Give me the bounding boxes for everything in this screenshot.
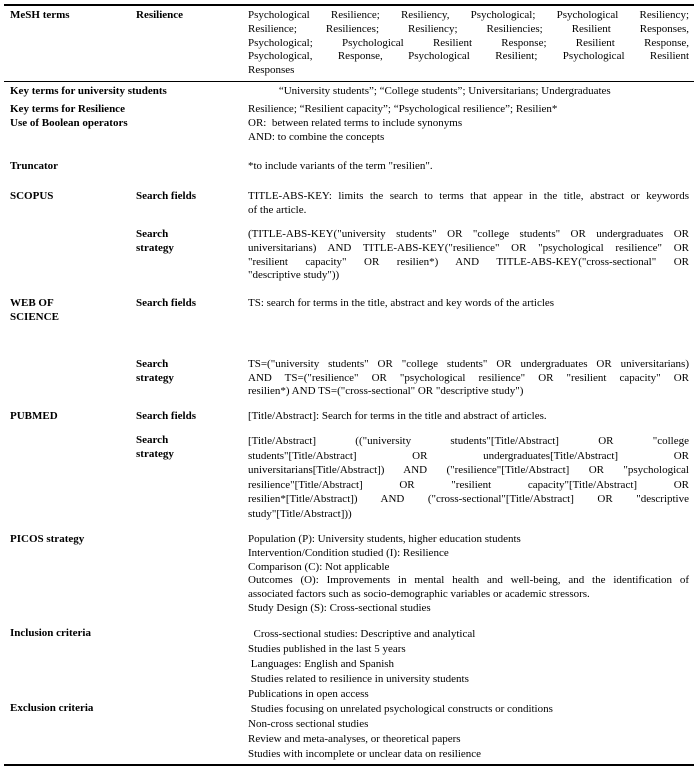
content-line: Review and meta-analyses, or theoretical papers bbox=[248, 732, 461, 745]
table-row-exclusion-criteria bbox=[4, 702, 694, 762]
row-label-pubmed-search-fields bbox=[10, 410, 136, 424]
content-line: Studies related to resilience in university students bbox=[248, 672, 469, 685]
content-line: Studies with incomplete or unclear data on resilience bbox=[248, 747, 482, 760]
sublabel-line: Search bbox=[136, 357, 169, 370]
row-sublabel-web-of-science-search-strategy bbox=[136, 358, 248, 386]
label-line: WEB OF bbox=[10, 297, 54, 310]
content-line: OR: between related terms to include synonyms bbox=[248, 117, 463, 130]
content-line: Cross-sectional studies: Descriptive and analytical bbox=[248, 627, 476, 640]
content-line: "descriptive study")) bbox=[248, 269, 340, 282]
table-row-web-of-science-search-strategy bbox=[4, 358, 694, 399]
row-content-web-of-science-search-strategy bbox=[248, 358, 689, 399]
content-line: resilien*) AND TS=("cross-sectional" OR "descriptive study") bbox=[248, 385, 524, 398]
row-content-pubmed-search-fields bbox=[248, 410, 689, 424]
row-content-web-of-science-search-fields bbox=[248, 297, 689, 311]
row-sublabel-scopus-search-fields bbox=[136, 190, 248, 204]
row-content-inclusion-criteria bbox=[248, 627, 689, 702]
row-label-scopus-search-fields bbox=[10, 190, 136, 204]
content-line: Psychological, Response, Psychological Resilient; Psychological Resilient bbox=[248, 50, 689, 63]
content-line: Psychological; Psychological Resilient Response; Resilient Response, bbox=[248, 36, 689, 49]
label-line: MeSH terms bbox=[10, 9, 70, 21]
row-content-picos-strategy bbox=[248, 533, 689, 616]
sublabel-line: Resilience bbox=[136, 9, 184, 21]
table-row-key-terms-university-students bbox=[4, 85, 694, 99]
content-line: students"[Title/Abstract] OR undergraduates[Title/Abstract] OR bbox=[248, 449, 689, 462]
sublabel-line: Search fields bbox=[136, 190, 196, 203]
sublabel-line: Search fields bbox=[136, 410, 196, 423]
content-line: TITLE-ABS-KEY: limits the search to terms that appear in the title, abstract or keywords bbox=[248, 190, 689, 203]
table-body bbox=[4, 9, 694, 762]
content-line: TS: search for terms in the title, abstract and key words of the articles bbox=[248, 297, 555, 310]
row-content-exclusion-criteria bbox=[248, 702, 689, 762]
row-content-scopus-search-strategy bbox=[248, 228, 689, 283]
content-line: "resilient capacity" OR resilien*) AND TITLE-ABS-KEY("cross-sectional" OR bbox=[248, 255, 689, 268]
table-row-web-of-science-search-fields bbox=[4, 297, 694, 325]
label-line: PICOS strategy bbox=[10, 533, 85, 546]
label-line: Key terms for university students bbox=[10, 85, 167, 98]
label-line: Key terms for Resilience bbox=[10, 103, 125, 116]
row-label-web-of-science-search-fields bbox=[10, 297, 136, 325]
content-line: resilien*[Title/Abstract]) AND ("cross-sectional"[Title/Abstract] OR "descriptive bbox=[248, 493, 689, 506]
document-page bbox=[0, 4, 698, 772]
row-content-mesh-terms bbox=[248, 9, 689, 78]
content-line: Studies focusing on unrelated psychological constructs or conditions bbox=[248, 702, 553, 715]
row-label-truncator bbox=[10, 160, 136, 174]
table-row-key-terms-resilience-boolean bbox=[4, 103, 694, 144]
table-row-inclusion-criteria bbox=[4, 627, 694, 702]
row-sublabel-mesh-terms bbox=[136, 9, 248, 23]
label-line: Exclusion criteria bbox=[10, 701, 94, 714]
row-label-key-terms-resilience-boolean bbox=[10, 103, 136, 131]
sublabel-line: Search bbox=[136, 434, 169, 447]
content-line: AND: to combine the concepts bbox=[248, 130, 385, 143]
row-label-key-terms-university-students bbox=[10, 85, 167, 99]
label-line: Truncator bbox=[10, 159, 59, 172]
content-line: study"[Title/Abstract])) bbox=[248, 507, 352, 520]
sublabel-line: Search fields bbox=[136, 297, 196, 310]
sublabel-line: strategy bbox=[136, 371, 174, 384]
row-content-key-terms-university-students bbox=[279, 85, 689, 99]
content-line: Outcomes (O): Improvements in mental health and well-being, and the identification of bbox=[248, 574, 689, 587]
label-line: SCOPUS bbox=[10, 190, 54, 203]
content-line: AND TS=("resilience" OR "psychological resilience" OR "resilient capacity" OR bbox=[248, 371, 689, 384]
label-line: Use of Boolean operators bbox=[10, 117, 128, 130]
table-row-picos-strategy bbox=[4, 533, 694, 616]
content-line: universitarians[Title/Abstract]) AND ("resilience"[Title/Abstract] OR "psychological bbox=[248, 464, 689, 477]
content-line: (TITLE-ABS-KEY("university students" OR "college students" OR undergraduates OR bbox=[248, 228, 689, 241]
row-content-key-terms-resilience-boolean bbox=[248, 103, 689, 144]
content-line: *to include variants of the term "resilien". bbox=[248, 159, 433, 172]
table-row-mesh-terms bbox=[4, 9, 694, 78]
row-label-picos-strategy bbox=[10, 533, 136, 547]
table-row-pubmed-search-strategy bbox=[4, 434, 694, 521]
table-row-truncator bbox=[4, 160, 694, 174]
content-line: “University students”; “College students”; Universitarians; Undergraduates bbox=[278, 85, 611, 98]
row-sublabel-web-of-science-search-fields bbox=[136, 297, 248, 311]
label-line: Inclusion criteria bbox=[10, 626, 91, 639]
row-label-inclusion-criteria bbox=[10, 627, 136, 641]
content-line: Studies published in the last 5 years bbox=[248, 642, 406, 655]
row-content-scopus-search-fields bbox=[248, 190, 689, 218]
content-line: [Title/Abstract]: Search for terms in the title and abstract of articles. bbox=[248, 410, 547, 423]
content-line: Publications in open access bbox=[248, 687, 369, 700]
content-line: Non-cross sectional studies bbox=[248, 717, 369, 730]
table-row-pubmed-search-fields bbox=[4, 410, 694, 424]
sublabel-line: Search bbox=[136, 228, 169, 241]
content-line: Languages: English and Spanish bbox=[248, 657, 395, 670]
sublabel-line: strategy bbox=[136, 241, 174, 254]
content-line: Resilience; Resiliences; Resiliency; Resiliencies; Resilient Responses, bbox=[248, 22, 689, 35]
row-sublabel-pubmed-search-fields bbox=[136, 410, 248, 424]
content-line: Responses bbox=[248, 64, 295, 77]
row-label-mesh-terms bbox=[10, 9, 136, 23]
row-sublabel-scopus-search-strategy bbox=[136, 228, 248, 256]
content-line: Population (P): University students, higher education students bbox=[248, 533, 521, 546]
row-content-truncator bbox=[248, 160, 689, 174]
content-line: resilience"[Title/Abstract] OR "resilient capacity"[Title/Abstract] OR bbox=[248, 478, 689, 491]
content-line: associated factors such as socio-demographic variables or academic stressors. bbox=[248, 588, 590, 601]
content-line: Intervention/Condition studied (I): Resilience bbox=[248, 546, 449, 559]
content-line: [Title/Abstract] (("university students"[Title/Abstract] OR "college bbox=[248, 435, 689, 448]
section-divider-rule bbox=[4, 81, 694, 83]
content-line: Comparison (C): Not applicable bbox=[248, 560, 390, 573]
row-label-exclusion-criteria bbox=[10, 702, 136, 716]
content-line: universitarians) AND TITLE-ABS-KEY("resilience" OR "psychological resilience" OR bbox=[248, 241, 689, 254]
row-content-pubmed-search-strategy bbox=[248, 434, 689, 521]
table-row-scopus-search-fields bbox=[4, 190, 694, 218]
content-line: TS=("university students" OR "college students" OR undergraduates OR universitarians) bbox=[248, 357, 689, 370]
table-row-scopus-search-strategy bbox=[4, 228, 694, 283]
row-sublabel-pubmed-search-strategy bbox=[136, 434, 248, 462]
content-line: Resilience; “Resilient capacity”; “Psychological resilience”; Resilien* bbox=[248, 103, 558, 116]
search-strategy-table bbox=[4, 4, 694, 766]
content-line: Study Design (S): Cross-sectional studies bbox=[248, 602, 431, 615]
label-line: SCIENCE bbox=[10, 311, 59, 324]
sublabel-line: strategy bbox=[136, 447, 174, 460]
content-line: Psychological Resilience; Resiliency, Psychological; Psychological Resiliency; bbox=[248, 9, 689, 21]
content-line: of the article. bbox=[248, 204, 307, 217]
label-line: PUBMED bbox=[10, 410, 58, 423]
